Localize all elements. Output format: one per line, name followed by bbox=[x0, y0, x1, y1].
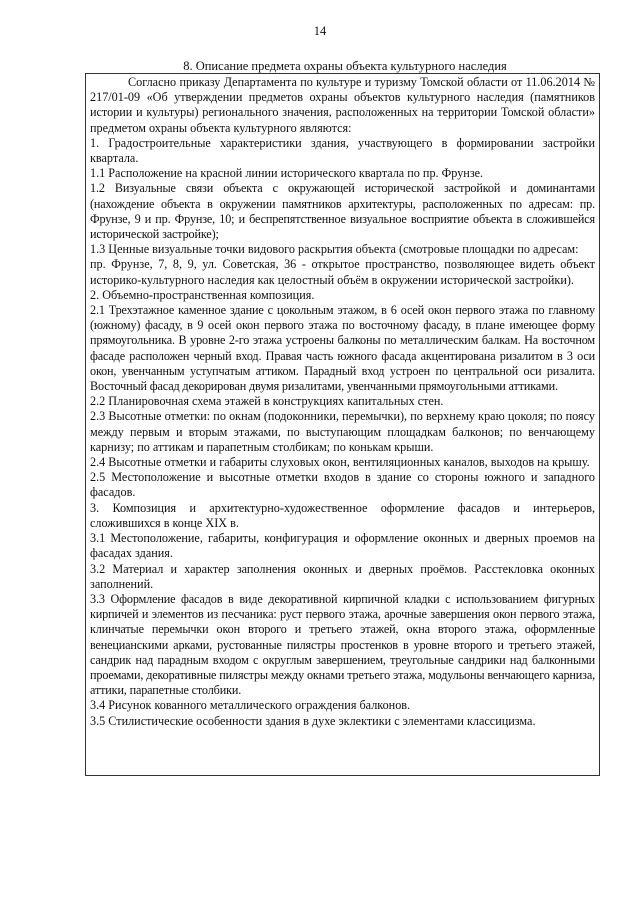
item-3-5: 3.5 Стилистические особенности здания в духе эклектики с элементами классицизма. bbox=[90, 713, 536, 728]
item-2-1: 2.1 Трехэтажное каменное здание с цокольным этажом, в 6 осей окон первого этажа по главному (южному) фасаду, в 9 осей окон первого этажа по восточному фасаду, в плане имеющее форму прямоугольника. В уровне 2-го этажа устроены балконы по металлическим балкам. На восточном фасаде расположен черный вход. Правая часть южного фасада акцентирована ризалитом в 3 оси окон, увенчанным уступчатым аттиком. Парадный вход устроен по центральной оси ризалита. Восточный фасад декорирован двумя ризалитами, увенчанными прямоугольными аттиками. bbox=[90, 303, 595, 394]
item-2-2: 2.2 Планировочная схема этажей в конструкциях капитальных стен. bbox=[90, 394, 444, 409]
item-3: 3. Композиция и архитектурно-художественное оформление фасадов и интерьеров, сложившихся в конце XIX в. bbox=[90, 500, 595, 530]
item-1-2: 1.2 Визуальные связи объекта с окружающей исторической застройкой и доминантами (нахождение объекта в окружении памятников архитектуры, расположенных по адресам: пр. Фрунзе, 9 и пр. Фрунзе, 10; и беспрепятственное визуальное восприятие объекта в сложившейся исторической застройке); bbox=[90, 181, 595, 242]
item-1-3-continued: пр. Фрунзе, 7, 8, 9, ул. Советская, 36 - открытое пространство, позволяющее видеть объект историко-культурного наследия как целостный объём в окружении исторической застройки). bbox=[90, 257, 595, 287]
item-2-4: 2.4 Высотные отметки и габариты слуховых окон, вентиляционных каналов, выходов на крышу. bbox=[90, 455, 590, 470]
item-2-3: 2.3 Высотные отметки: по окнам (подоконники, перемычки), по верхнему краю цоколя; по поясу между первым и вторым этажами, по выступающим площадкам балконов; по венчающему карнизу; по аттикам и парапетным столбикам; по конькам крыши. bbox=[90, 409, 595, 454]
protection-subject-box bbox=[85, 73, 600, 776]
intro-paragraph: Согласно приказу Департамента по культуре и туризму Томской области от 11.06.2014 № 217/01-09 «Об утверждении предметов охраны объектов культурного наследия (памятников истории и культуры) регионального значения, расположенных на территории Томской области» предметом охраны объекта культурного являются: bbox=[90, 75, 595, 135]
item-2: 2. Объемно-пространственная композиция. bbox=[90, 287, 315, 302]
item-1-1: 1.1 Расположение на красной линии исторического квартала по пр. Фрунзе. bbox=[90, 166, 484, 181]
item-3-4: 3.4 Рисунок кованного металлического ограждения балконов. bbox=[90, 698, 411, 713]
item-1: 1. Градостроительные характеристики здания, участвующего в формировании застройки квартала. bbox=[90, 135, 595, 166]
item-3-1: 3.1 Местоположение, габариты, конфигурация и оформление оконных и дверных проемов на фасадах здания. bbox=[90, 531, 595, 561]
item-2-5: 2.5 Местоположение и высотные отметки входов в здание со стороны южного и западного фасадов. bbox=[90, 470, 595, 500]
item-3-2: 3.2 Материал и характер заполнения оконных и дверных проёмов. Расстекловка оконных заполнений. bbox=[90, 561, 595, 591]
item-1-3: 1.3 Ценные визуальные точки видового раскрытия объекта (смотровые площадки по адресам: bbox=[90, 242, 579, 257]
item-3-3: 3.3 Оформление фасадов в виде декоративной кирпичной кладки с использованием фигурных кирпичей и элементов из песчаника: руст первого этажа, арочные завершения окон первого этажа, клинчатые перемычки окон второго и третьего этажей, окна второго этажа, оформленные венецианскими арками, рустованные пилястры простенков в уровне второго и третьего этажей, сандрик над парадным входом с округлым завершением, треугольные сандрики над балконными проемами, декоративные пилястры между окнами третьего этажа, модульоны венчающего карниза, аттики, парапетные столбики. bbox=[90, 591, 595, 698]
page-number: 14 bbox=[313, 24, 327, 38]
section-title: 8. Описание предмета охраны объекта культурного наследия bbox=[183, 59, 507, 73]
